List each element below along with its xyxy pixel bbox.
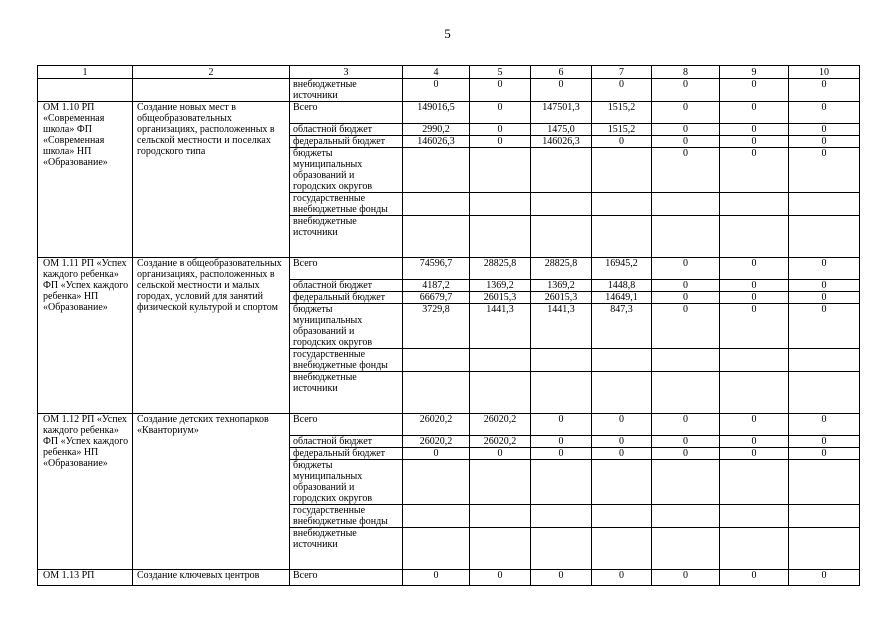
value-cell: 3729,8 [403, 304, 470, 349]
table-row [38, 102, 860, 124]
value-cell [789, 193, 860, 216]
value-cell [592, 460, 652, 505]
value-cell: 0 [592, 448, 652, 460]
value-cell: 28825,8 [531, 258, 592, 280]
value-cell [652, 528, 720, 570]
value-cell: 0 [789, 414, 860, 436]
value-cell: 0 [720, 102, 789, 124]
value-cell [470, 372, 531, 414]
value-cell: 0 [470, 136, 531, 148]
value-cell: 0 [652, 304, 720, 349]
value-cell: 0 [470, 124, 531, 136]
value-cell [470, 193, 531, 216]
value-cell: 66679,7 [403, 292, 470, 304]
header-cell: 4 [403, 66, 470, 79]
source-cell: внебюджетные источники [290, 79, 403, 102]
value-cell: 0 [470, 570, 531, 586]
value-cell [531, 193, 592, 216]
table-row [38, 79, 860, 102]
value-cell [720, 372, 789, 414]
value-cell: 0 [720, 448, 789, 460]
header-cell: 6 [531, 66, 592, 79]
value-cell: 1475,0 [531, 124, 592, 136]
value-cell: 1515,2 [592, 124, 652, 136]
value-cell: 0 [789, 436, 860, 448]
value-cell [403, 349, 470, 372]
value-cell [403, 460, 470, 505]
value-cell [470, 460, 531, 505]
value-cell: 0 [720, 570, 789, 586]
value-cell: 0 [652, 124, 720, 136]
value-cell: 0 [720, 280, 789, 292]
value-cell: 26020,2 [470, 436, 531, 448]
header-cell: 8 [652, 66, 720, 79]
header-cell: 3 [290, 66, 403, 79]
source-cell: бюджеты муниципальных образований и городских округов [290, 304, 403, 349]
source-cell: Всего [290, 102, 403, 124]
value-cell [652, 193, 720, 216]
value-cell [652, 505, 720, 528]
value-cell: 26015,3 [470, 292, 531, 304]
page-number: 5 [444, 26, 451, 41]
description-cell: Создание ключевых центров [133, 570, 290, 586]
source-cell: государственные внебюджетные фонды [290, 349, 403, 372]
value-cell: 0 [652, 448, 720, 460]
value-cell [403, 528, 470, 570]
value-cell: 0 [720, 136, 789, 148]
value-cell: 0 [531, 414, 592, 436]
value-cell [652, 216, 720, 258]
table-row [38, 570, 860, 586]
value-cell: 0 [531, 448, 592, 460]
value-cell: 0 [789, 304, 860, 349]
value-cell: 0 [592, 414, 652, 436]
header-cell: 10 [789, 66, 860, 79]
value-cell [592, 216, 652, 258]
value-cell: 0 [720, 79, 789, 102]
value-cell: 28825,8 [470, 258, 531, 280]
value-cell [789, 460, 860, 505]
value-cell: 0 [652, 79, 720, 102]
value-cell [652, 349, 720, 372]
value-cell [789, 528, 860, 570]
value-cell: 0 [789, 124, 860, 136]
value-cell: 0 [652, 280, 720, 292]
value-cell [470, 148, 531, 193]
value-cell: 0 [470, 79, 531, 102]
value-cell [531, 349, 592, 372]
value-cell [789, 216, 860, 258]
source-cell: бюджеты муниципальных образований и городских округов [290, 148, 403, 193]
value-cell: 0 [531, 79, 592, 102]
source-cell: федеральный бюджет [290, 292, 403, 304]
value-cell: 0 [403, 570, 470, 586]
value-cell: 0 [470, 448, 531, 460]
header-cell: 7 [592, 66, 652, 79]
value-cell [470, 528, 531, 570]
value-cell: 2990,2 [403, 124, 470, 136]
value-cell: 146026,3 [403, 136, 470, 148]
value-cell [470, 505, 531, 528]
value-cell: 146026,3 [531, 136, 592, 148]
source-cell: внебюджетные источники [290, 528, 403, 570]
value-cell [592, 505, 652, 528]
value-cell: 0 [652, 148, 720, 193]
value-cell: 1369,2 [531, 280, 592, 292]
source-cell: внебюджетные источники [290, 372, 403, 414]
value-cell [403, 148, 470, 193]
source-cell: государственные внебюджетные фонды [290, 193, 403, 216]
value-cell [403, 505, 470, 528]
value-cell [531, 216, 592, 258]
header-cell: 9 [720, 66, 789, 79]
source-cell: федеральный бюджет [290, 136, 403, 148]
value-cell: 0 [652, 570, 720, 586]
value-cell: 0 [652, 102, 720, 124]
value-cell [470, 349, 531, 372]
value-cell [592, 528, 652, 570]
source-cell: областной бюджет [290, 436, 403, 448]
value-cell [652, 460, 720, 505]
value-cell: 147501,3 [531, 102, 592, 124]
value-cell: 0 [720, 436, 789, 448]
source-cell: Всего [290, 258, 403, 280]
value-cell: 0 [652, 258, 720, 280]
header-cell: 2 [133, 66, 290, 79]
code-cell: ОМ 1.10 РП «Современная школа» ФП «Современная школа» НП «Образование» [38, 102, 133, 258]
value-cell [652, 372, 720, 414]
value-cell: 1515,2 [592, 102, 652, 124]
table-row [38, 258, 860, 280]
description-cell [133, 79, 290, 102]
value-cell: 26020,2 [403, 414, 470, 436]
value-cell: 0 [720, 258, 789, 280]
value-cell [403, 193, 470, 216]
value-cell: 0 [592, 436, 652, 448]
budget-table [37, 65, 860, 586]
value-cell: 0 [652, 414, 720, 436]
value-cell: 1369,2 [470, 280, 531, 292]
description-cell: Создание новых мест в общеобразовательных организациях, расположенных в сельской местности и поселках городского типа [133, 102, 290, 258]
value-cell: 0 [789, 148, 860, 193]
value-cell: 149016,5 [403, 102, 470, 124]
value-cell: 26020,2 [403, 436, 470, 448]
source-cell: областной бюджет [290, 280, 403, 292]
value-cell [531, 372, 592, 414]
value-cell: 74596,7 [403, 258, 470, 280]
value-cell: 847,3 [592, 304, 652, 349]
value-cell [470, 216, 531, 258]
value-cell [789, 505, 860, 528]
value-cell: 14649,1 [592, 292, 652, 304]
value-cell: 0 [720, 148, 789, 193]
source-cell: внебюджетные источники [290, 216, 403, 258]
value-cell: 0 [720, 124, 789, 136]
value-cell [592, 148, 652, 193]
value-cell [403, 216, 470, 258]
value-cell: 1448,8 [592, 280, 652, 292]
value-cell: 0 [720, 414, 789, 436]
value-cell: 0 [720, 304, 789, 349]
value-cell: 0 [789, 292, 860, 304]
value-cell: 0 [652, 292, 720, 304]
value-cell: 0 [789, 570, 860, 586]
value-cell [720, 460, 789, 505]
code-cell [38, 79, 133, 102]
code-cell: ОМ 1.12 РП «Успех каждого ребенка» ФП «Успех каждого ребенка» НП «Образование» [38, 414, 133, 570]
value-cell [789, 372, 860, 414]
value-cell: 0 [403, 448, 470, 460]
code-cell: ОМ 1.11 РП «Успех каждого ребенка» ФП «Успех каждого ребенка» НП «Образование» [38, 258, 133, 414]
value-cell: 0 [531, 570, 592, 586]
value-cell [531, 148, 592, 193]
value-cell: 26015,3 [531, 292, 592, 304]
value-cell: 0 [789, 102, 860, 124]
value-cell: 0 [592, 570, 652, 586]
value-cell: 26020,2 [470, 414, 531, 436]
value-cell [403, 372, 470, 414]
header-cell: 1 [38, 66, 133, 79]
value-cell: 0 [789, 79, 860, 102]
value-cell: 16945,2 [592, 258, 652, 280]
value-cell [592, 193, 652, 216]
value-cell [720, 193, 789, 216]
source-cell: областной бюджет [290, 124, 403, 136]
value-cell: 0 [403, 79, 470, 102]
source-cell: Всего [290, 414, 403, 436]
value-cell [531, 505, 592, 528]
value-cell [720, 349, 789, 372]
value-cell: 0 [789, 448, 860, 460]
value-cell [720, 528, 789, 570]
value-cell: 0 [789, 280, 860, 292]
source-cell: Всего [290, 570, 403, 586]
value-cell [592, 349, 652, 372]
value-cell [720, 216, 789, 258]
value-cell: 0 [592, 79, 652, 102]
value-cell [531, 528, 592, 570]
source-cell: государственные внебюджетные фонды [290, 505, 403, 528]
value-cell [789, 349, 860, 372]
source-cell: федеральный бюджет [290, 448, 403, 460]
value-cell: 0 [652, 436, 720, 448]
value-cell: 1441,3 [470, 304, 531, 349]
value-cell: 0 [652, 136, 720, 148]
value-cell [720, 505, 789, 528]
description-cell: Создание детских технопарков «Кванториум» [133, 414, 290, 570]
value-cell: 0 [470, 102, 531, 124]
header-cell: 5 [470, 66, 531, 79]
source-cell: бюджеты муниципальных образований и городских округов [290, 460, 403, 505]
value-cell: 0 [531, 436, 592, 448]
value-cell: 0 [789, 136, 860, 148]
value-cell: 4187,2 [403, 280, 470, 292]
value-cell: 1441,3 [531, 304, 592, 349]
table-row [38, 414, 860, 436]
value-cell: 0 [789, 258, 860, 280]
value-cell [531, 460, 592, 505]
value-cell: 0 [720, 292, 789, 304]
value-cell [592, 372, 652, 414]
header-row [38, 66, 860, 79]
code-cell: ОМ 1.13 РП [38, 570, 133, 586]
description-cell: Создание в общеобразовательных организациях, расположенных в сельской местности и малых городах, условий для занятий физической культурой и спортом [133, 258, 290, 414]
value-cell: 0 [592, 136, 652, 148]
